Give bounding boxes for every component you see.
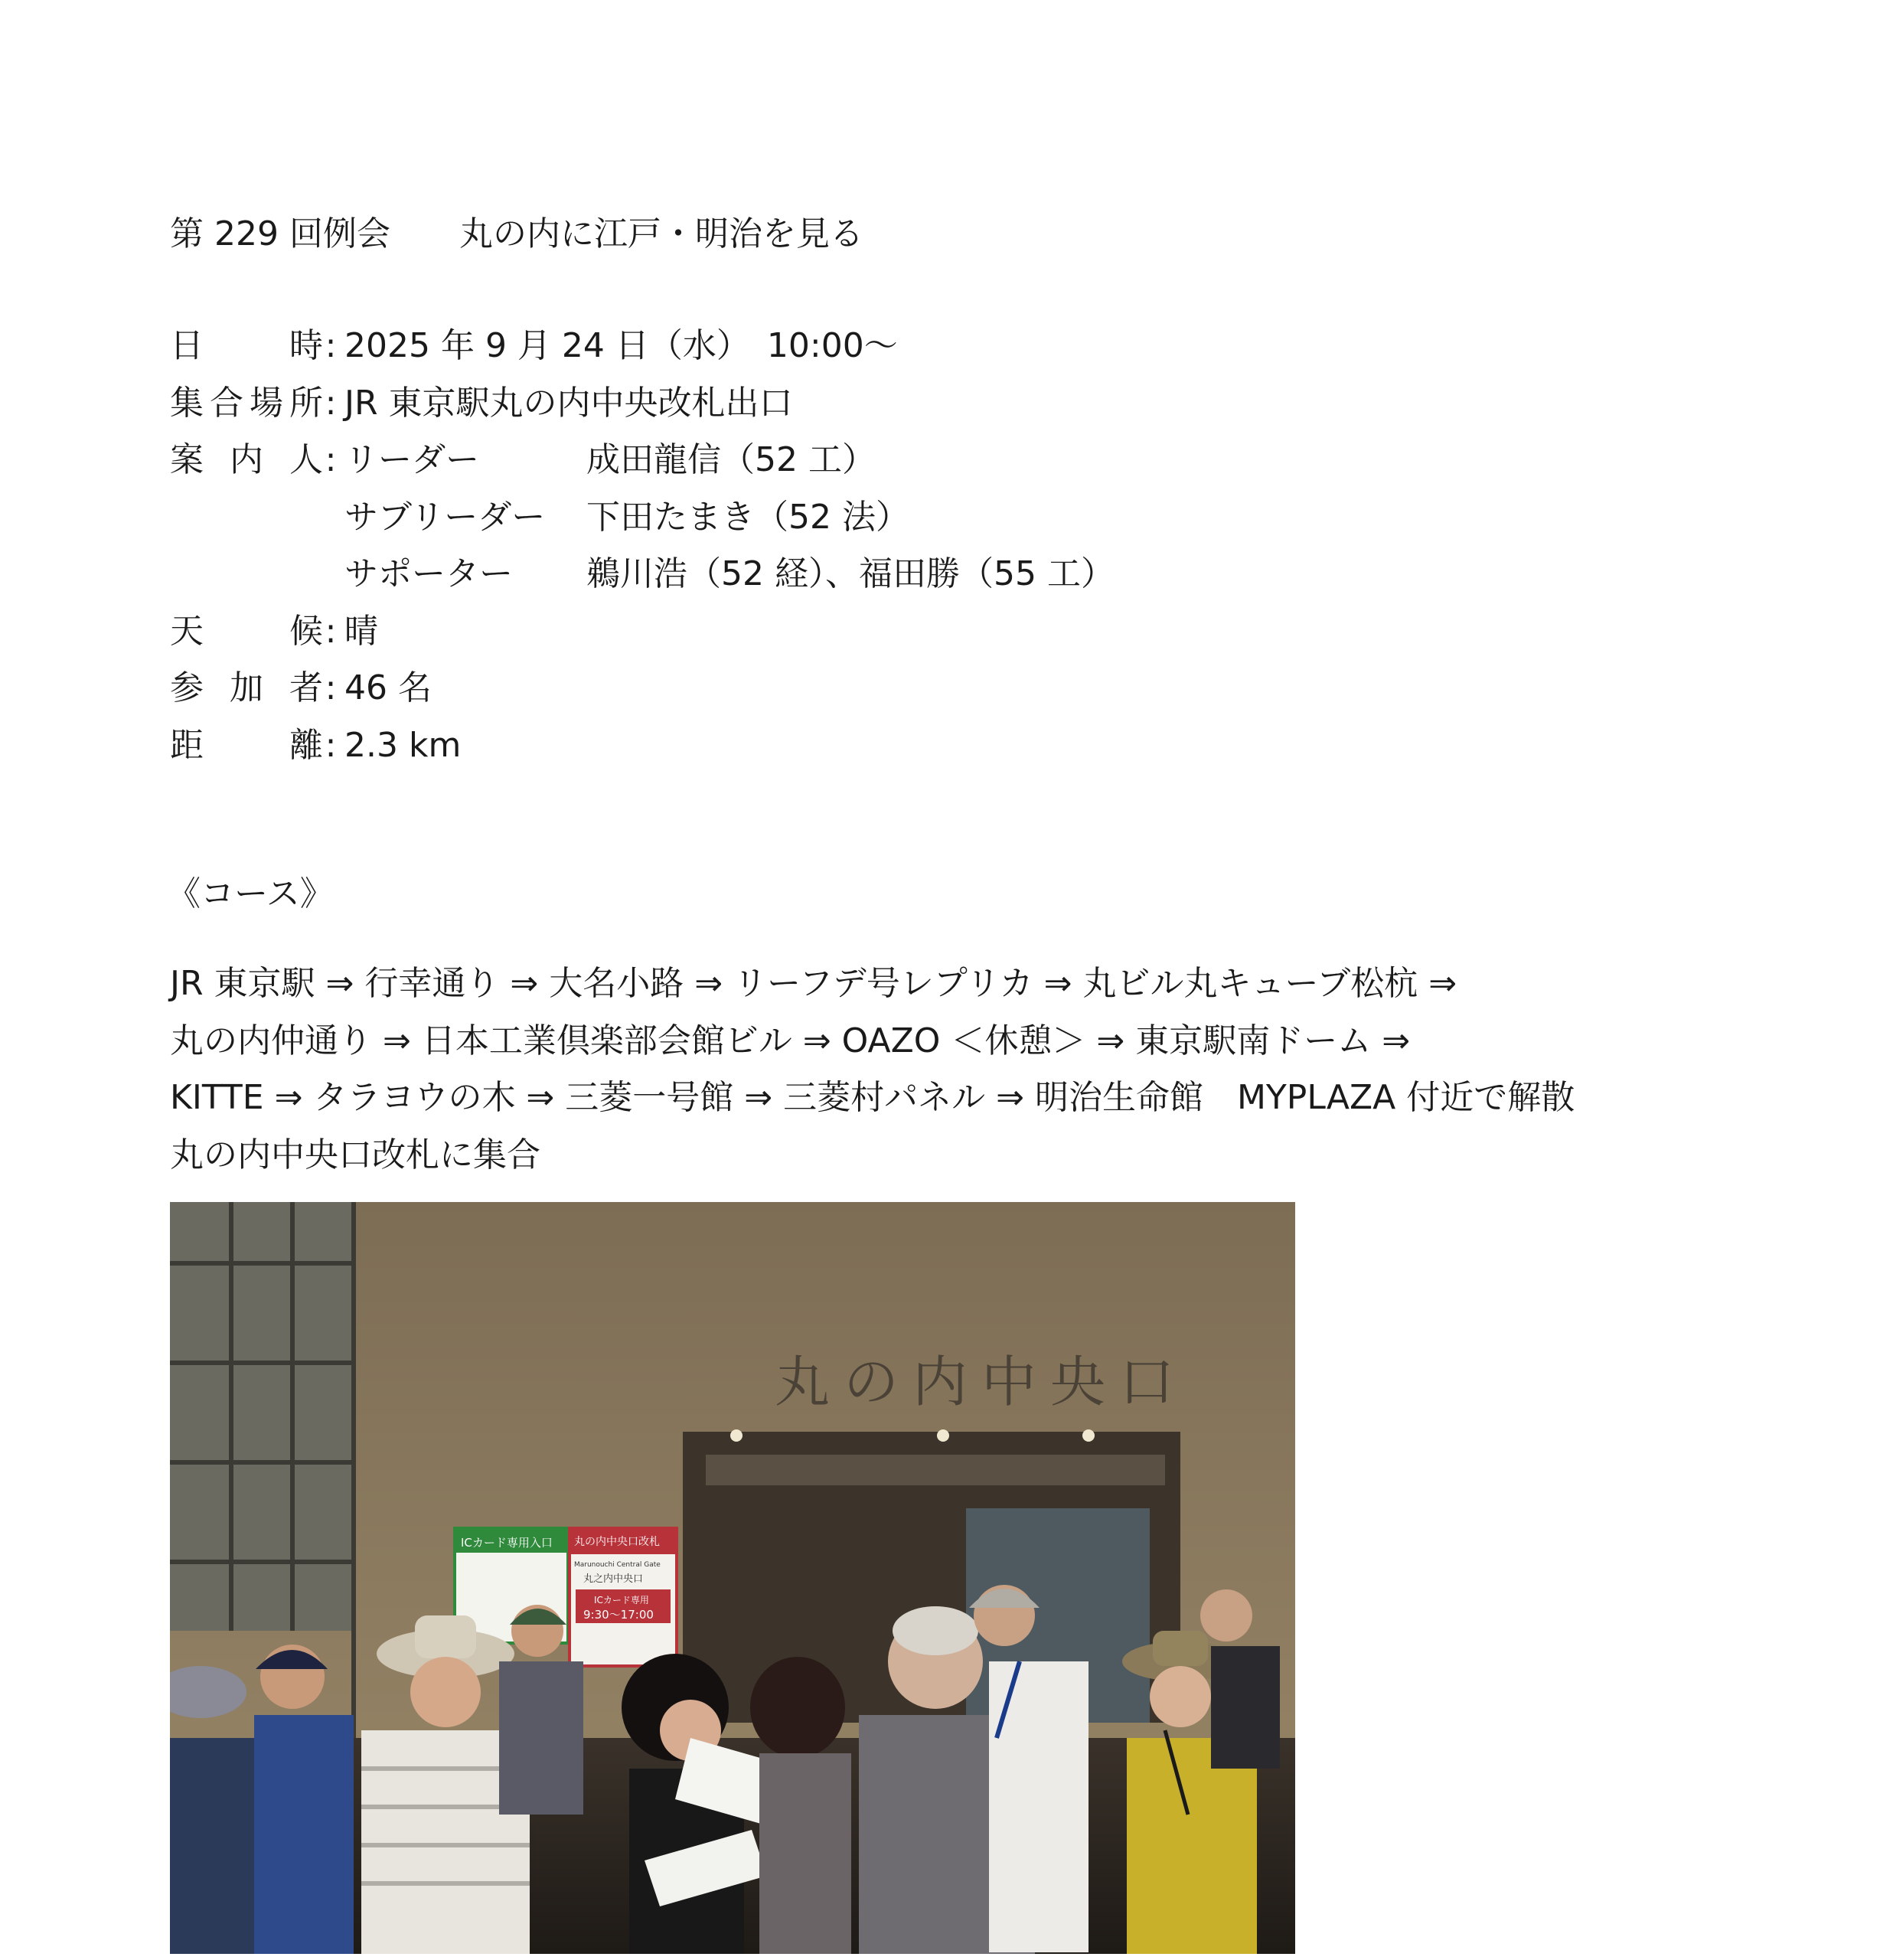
participants-label: 参 加 者	[170, 668, 323, 707]
head	[1150, 1666, 1211, 1727]
course-line: 丸の内中央口改札に集合	[170, 1135, 540, 1174]
guide-role-supporter: サポーター	[344, 554, 513, 593]
entrance-ceiling	[706, 1455, 1165, 1485]
course-line: KITTE ⇒ タラヨウの木 ⇒ 三菱一号館 ⇒ 三菱村パネル ⇒ 明治生命館 MYPLAZA 付近で解散	[170, 1078, 1575, 1117]
head	[1200, 1589, 1252, 1642]
meeting-place-value: JR 東京駅丸の内中央改札出口	[344, 383, 793, 423]
colon: :	[325, 440, 337, 479]
station-sign: 丸の内中央口	[775, 1350, 1189, 1414]
person	[989, 1661, 1089, 1952]
course-line: 丸の内仲通り ⇒ 日本工業倶楽部会館ビル ⇒ OAZO ＜休憩＞ ⇒ 東京駅南ドーム ⇒	[170, 1021, 1411, 1060]
gate-sign-hours: 9:30～17:00	[583, 1608, 654, 1622]
window-panel	[170, 1202, 354, 1631]
date-label: 日 時	[170, 326, 323, 365]
ceiling-light	[1082, 1429, 1095, 1442]
colon: :	[325, 725, 337, 765]
guide-people-supporter: 鵜川浩（52 経）、福田勝（55 工）	[586, 554, 1115, 593]
hair	[893, 1606, 978, 1655]
course-route	[170, 956, 1575, 1184]
guide-role-subleader: サブリーダー	[344, 497, 546, 537]
weather-value: 晴	[344, 611, 378, 651]
meeting-number: 第 229 回例会	[170, 214, 390, 253]
person	[1211, 1646, 1280, 1769]
weather-label: 天 候	[170, 611, 323, 651]
head	[410, 1657, 481, 1727]
colon: :	[325, 326, 337, 365]
guide-role-leader: リーダー	[344, 440, 479, 479]
gate-sign-ic: ICカード専用	[594, 1595, 649, 1606]
group-photo	[170, 1202, 1295, 1954]
distance-value: 2.3 km	[344, 725, 462, 765]
meeting-subject: 丸の内に江戸・明治を見る	[459, 214, 863, 253]
date-value: 2025 年 9 月 24 日（水） 10:00～	[344, 326, 898, 365]
participants-value: 46 名	[344, 668, 432, 707]
person	[759, 1753, 851, 1954]
course-line: JR 東京駅 ⇒ 行幸通り ⇒ 大名小路 ⇒ リーフデ号レプリカ ⇒ 丸ビル丸キューブ松杭 ⇒	[170, 964, 1457, 1003]
person	[1127, 1738, 1257, 1954]
gate-sign-title: 丸の内中央口改札	[574, 1536, 660, 1548]
guide-people-subleader: 下田たまき（52 法）	[586, 497, 909, 537]
colon: :	[325, 383, 337, 423]
distance-label: 距 離	[170, 725, 323, 765]
group-photo-illustration	[170, 1202, 1295, 1954]
page-title	[170, 211, 863, 257]
guide-people-leader: 成田龍信（52 工）	[586, 440, 876, 479]
hat-crown	[1153, 1631, 1208, 1666]
colon: :	[325, 668, 337, 707]
person	[170, 1738, 262, 1954]
ic-sign-text: ICカード専用入口	[461, 1536, 553, 1550]
person	[499, 1661, 583, 1815]
ceiling-light	[730, 1429, 743, 1442]
ceiling-light	[937, 1429, 949, 1442]
person	[254, 1715, 354, 1954]
hat-crown	[415, 1615, 476, 1658]
guides-label: 案 内 人	[170, 440, 323, 479]
hair	[750, 1657, 845, 1758]
meeting-place-label: 集 合 場 所	[170, 383, 323, 423]
gate-sign-line: 丸之内中央口	[583, 1573, 644, 1585]
gate-sign-sub: Marunouchi Central Gate	[574, 1561, 661, 1569]
colon: :	[325, 611, 337, 651]
course-heading: 《コース》	[167, 874, 334, 913]
